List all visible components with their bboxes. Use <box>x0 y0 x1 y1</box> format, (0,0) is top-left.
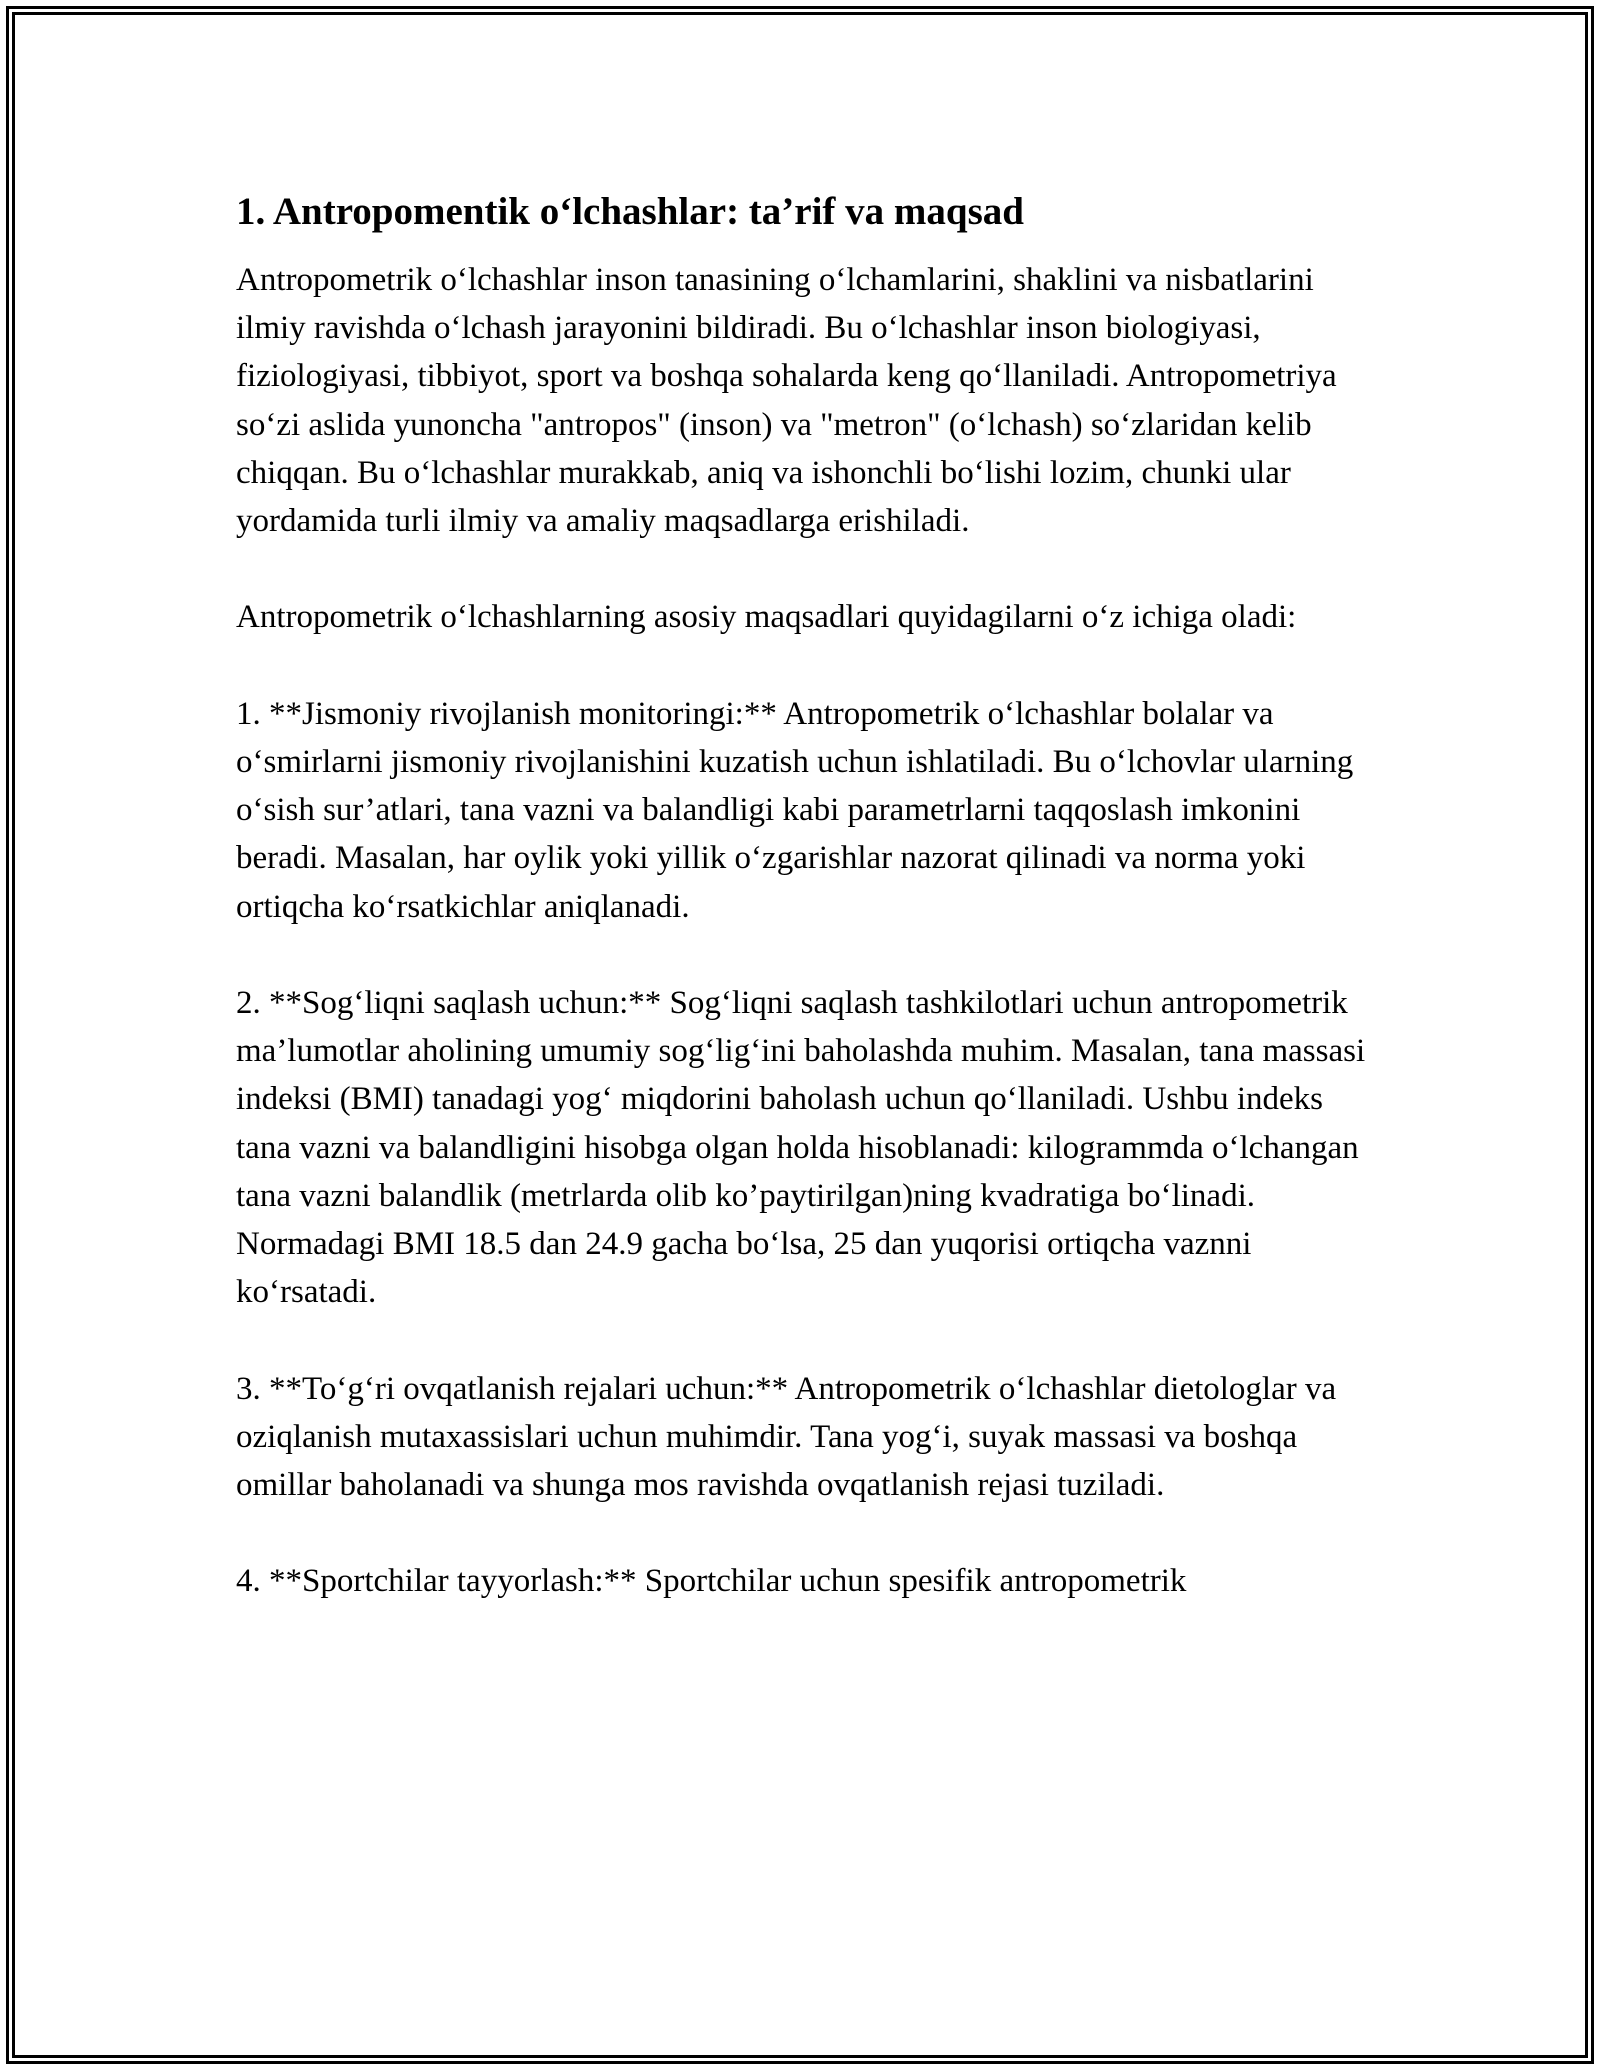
paragraph-goal-4: 4. **Sportchilar tayyorlash:** Sportchilar uchun spesifik antropometrik <box>236 1563 1187 1600</box>
paragraph-goal-3: 3. **To‘g‘ri ovqatlanish rejalari uchun:** Antropometrik o‘lchashlar dietologlar va oziqlanish mutaxassislari uchun muhimdir. Tana yog‘i, suyak massasi va boshqa omillar baholanadi va shunga mos ravishda ovqatlanish rejasi tuziladi. <box>236 1370 1337 1504</box>
paragraph-definition: Antropometrik o‘lchashlar inson tanasining o‘lchamlarini, shaklini va nisbatlarini ilmiy ravishda o‘lchash jarayonini bildiradi. Bu o‘lchashlar inson biologiyasi, fiziologiyasi, tibbiyot, sport va boshqa sohalarda keng qo‘llaniladi. Antropometriya so‘zi aslida yunoncha "antropos" (inson) va "metron" (o‘lchash) so‘zlaridan kelib chiqqan. Bu o‘lchashlar murakkab, aniq va ishonchli bo‘lishi lozim, chunki ular yordamida turli ilmiy va amaliy maqsadlarga erishiladi. <box>236 262 1337 540</box>
section-title: 1. Antropomentik o‘lchashlar: ta’rif va maqsad <box>236 190 1024 233</box>
document-body <box>236 188 1386 1654</box>
paragraph-goals-intro: Antropometrik o‘lchashlarning asosiy maqsadlari quyidagilarni o‘z ichiga oladi: <box>236 599 1297 636</box>
paragraph-goal-2: 2. **Sog‘liqni saqlash uchun:** Sog‘liqni saqlash tashkilotlari uchun antropometrik ma’lumotlar aholining umumiy sog‘lig‘ini baholashda muhim. Masalan, tana massasi indeksi (BMI) tanadagi yog‘ miqdorini baholash uchun qo‘llaniladi. Ushbu indeks tana vazni va balandligini hisobga olgan holda hisoblanadi: kilogrammda o‘lchangan tana vazni balandlik (metrlarda olib ko’paytirilgan)ning kvadratiga bo‘linadi. Normadagi BMI 18.5 dan 24.9 gacha bo‘lsa, 25 dan yuqorisi ortiqcha vaznni ko‘rsatadi. <box>236 985 1366 1311</box>
paragraph-goal-1: 1. **Jismoniy rivojlanish monitoringi:** Antropometrik o‘lchashlar bolalar va o‘smirlarni jismoniy rivojlanishini kuzatish uchun ishlatiladi. Bu o‘lchovlar ularning o‘sish sur’atlari, tana vazni va balandligi kabi parametrlarni taqqoslash imkonini beradi. Masalan, har oylik yoki yillik o‘zgarishlar nazorat qilinadi va norma yoki ortiqcha ko‘rsatkichlar aniqlanadi. <box>236 695 1354 925</box>
